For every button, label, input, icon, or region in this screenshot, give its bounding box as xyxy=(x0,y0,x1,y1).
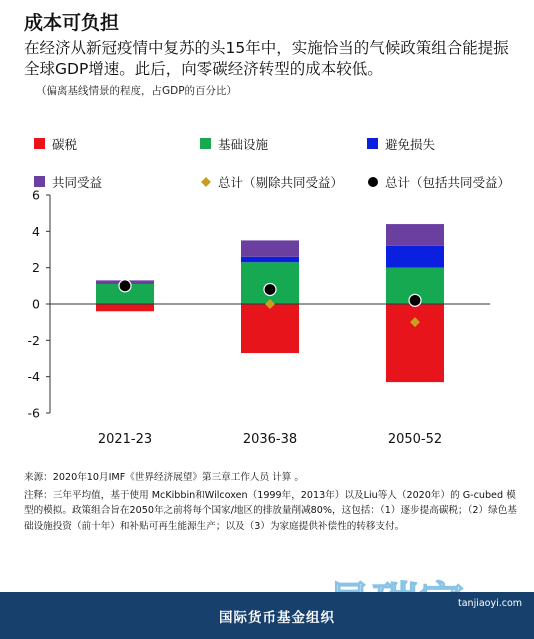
legend-swatch xyxy=(34,176,45,187)
legend-label: 基础设施 xyxy=(218,137,269,152)
notes xyxy=(24,470,518,534)
bar-segment xyxy=(386,246,444,268)
bar-segment xyxy=(386,224,444,246)
legend-swatch xyxy=(34,138,45,149)
legend-label: 共同受益 xyxy=(52,175,103,190)
legend-swatch xyxy=(200,138,211,149)
x-tick-label: 2021-23 xyxy=(97,432,153,447)
legend-swatch xyxy=(367,138,378,149)
footer-org-name: 国际货币基金组织 xyxy=(219,610,335,626)
y-tick-label: -6 xyxy=(27,405,40,421)
bar-segment xyxy=(241,257,299,262)
chart-title: 成本可负担 xyxy=(24,12,120,34)
legend-label: 总计（包括共同受益） xyxy=(385,175,511,190)
x-tick-label: 2050-52 xyxy=(387,432,443,447)
marker-total-incl xyxy=(264,283,276,295)
source-note: 来源：2020年10月IMF《世界经济展望》第三章工作人员 计算 。 xyxy=(24,472,305,483)
legend-swatch xyxy=(368,177,378,187)
marker-total-incl xyxy=(409,294,421,306)
legend-swatch xyxy=(201,177,211,187)
y-tick-label: 0 xyxy=(32,296,40,312)
bar-segment xyxy=(241,304,299,353)
y-tick-label: 4 xyxy=(32,223,40,239)
footnote: 注释：三年平均值，基于使用 McKibbin和Wilcoxen（1999年，2013年）以及Liu等人（2020年）的 G-cubed 模型的模拟。政策组合旨在2050年之前将每个国家/地区的排放量削减80%，这包括：（1）逐步提高碳税；（2）绿色基础设施投资（前十年）和补贴可再生能源生产；以及（3）为家庭提供补偿性的转移支付。 xyxy=(24,489,517,532)
chart-area xyxy=(0,100,534,460)
chart-subtitle: 在经济从新冠疫情中复苏的头15年中，实施恰当的气候政策组合能提振全球GDP增速。此后，向零碳经济转型的成本较低。 xyxy=(24,39,509,78)
y-tick-label: 2 xyxy=(32,260,40,276)
bar-segment xyxy=(241,240,299,256)
y-tick-label: -2 xyxy=(27,332,40,348)
footer-bar xyxy=(0,592,534,639)
watermark-url: tanjiaoyi.com xyxy=(458,598,523,609)
unit-note: （偏离基线情景的程度，占GDP的百分比） xyxy=(36,85,238,97)
y-tick-label: 6 xyxy=(32,187,40,203)
legend-label: 避免损失 xyxy=(385,137,436,152)
x-tick-label: 2036-38 xyxy=(242,432,298,447)
legend-label: 总计（剔除共同受益） xyxy=(218,175,344,190)
y-tick-label: -4 xyxy=(27,369,40,385)
bar-segment xyxy=(96,304,154,311)
marker-total-incl xyxy=(119,280,131,292)
legend-label: 碳税 xyxy=(52,137,78,152)
bar-segment xyxy=(386,304,444,382)
